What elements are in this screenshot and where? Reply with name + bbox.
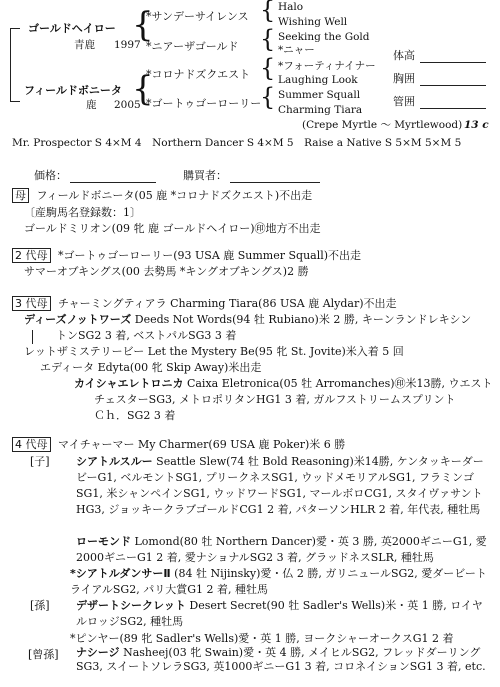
g3-ancestor: *フォーティナイナー (278, 60, 376, 72)
horse-record: *ピンヤー(89 牝 Sadler's Wells)愛・英 1 勝, ヨークシャーオークスG1 2 着 (70, 632, 454, 645)
g3-ancestor: Summer Squall (278, 89, 361, 101)
third-dam-line1: チャーミングティアラ Charming Tiara(86 USA 鹿 Alydar)不出走 (58, 297, 397, 310)
price-label: 価格： (34, 169, 67, 182)
third-dam-h2 (74, 377, 493, 390)
g3-ancestor: Charming Tiara (278, 104, 363, 116)
girth-label: 胸囲 (393, 72, 415, 85)
horse-record: Seattle Slew(74 牡 Bold Reasoning)米14勝, ケンタッキーダービーG1, ベルモントSG1, プリークネスSG1, ウッドメモリアルSG1, フラミンゴSG1, 米シャンペインSG1, ウッドワードSG1, マールボロCG1, スタイヴァサントHG3, ジョッキークラブゴールドCG1 2 着, パターソンHLR 2 着, 年代表, 種牡馬 (76, 455, 484, 516)
badge-2nd-dam: 2 代母 (12, 248, 51, 263)
g3-ancestor: Wishing Well (278, 16, 348, 28)
third-dam-grandfoal: エディータ Edyta(00 牝 Skip Away)米出走 (40, 361, 262, 374)
buyer-blank (230, 182, 320, 183)
pedigree-brace: { (132, 5, 154, 45)
horse-record: Caixa Eletronica(05 牡 Arromanches)㊞米13勝, ウエスト (186, 377, 493, 390)
horse-name-bold: カイシャエレトロニカ (74, 377, 184, 390)
family-number: 13 c (464, 119, 489, 131)
horse-name-bold: ナシージ (76, 646, 120, 659)
horse-record: Desert Secret(90 牡 Sadler's Wells)米・英 1 勝, ロイヤルロッジSG2, 種牡馬 (76, 599, 483, 628)
sire-year: 1997 (114, 39, 141, 51)
horse-name-bold: デザートシークレット (76, 599, 186, 612)
pedigree-brace: { (260, 0, 276, 24)
second-dam-line1: *ゴートゥゴーローリー(93 USA 鹿 Summer Squall)不出走 (58, 249, 362, 262)
sire-color: 青鹿 (74, 39, 95, 51)
cannon-blank (420, 108, 486, 109)
g3-ancestor: Laughing Look (278, 74, 358, 86)
horse-record-cont: トンSG2 3 着, ベストパルSG3 3 着 (56, 329, 237, 342)
fourth-dam-line1: マイチャーマー My Charmer(69 USA 鹿 Poker)米 6 勝 (58, 438, 346, 451)
dam-dam: *ゴートゥゴーローリー (146, 97, 262, 110)
entry-desert-secret (76, 598, 490, 630)
pedigree-line (10, 101, 20, 102)
height-label: 体高 (393, 49, 415, 62)
g3-note: (Crepe Myrtle ～ Myrtlewood) (302, 119, 463, 131)
bracket-line (32, 330, 33, 344)
height-blank (420, 62, 486, 63)
sire-sire: *サンデーサイレンス (146, 10, 249, 23)
g3-ancestor: Seeking the Gold (278, 31, 370, 43)
tag-great-grandchild: [曾孫] (28, 648, 59, 661)
entry-pinyah (70, 631, 490, 647)
horse-name-bold: ディーズノットワーズ (24, 313, 132, 326)
g3-ancestor: Halo (278, 1, 304, 13)
pedigree-line (10, 28, 20, 29)
horse-name-bold: *シアトルダンサーⅡ (70, 567, 171, 580)
pedigree-line (10, 28, 11, 101)
dam-color: 鹿 (86, 99, 97, 111)
horse-record-cont: チェスターSG3, メトロポリタンHG1 3 着, ガルフストリームスプリント (94, 393, 456, 406)
badge-dam: 母 (12, 188, 29, 203)
sire-dam: *ニアーザゴールド (146, 40, 239, 53)
inbreeding: Mr. Prospector S 4×M 4 Northern Dancer S 4×M 5 Raise a Native S 5×M 5×M 5 (12, 137, 462, 149)
dam-foal-count: 〔産駒馬名登録数：1〕 (24, 206, 141, 219)
dam-section (12, 189, 312, 202)
badge-4th-dam: 4 代母 (12, 437, 51, 452)
cannon-label: 管囲 (393, 95, 415, 108)
entry-lomond (76, 534, 490, 566)
pedigree-brace: { (260, 25, 276, 53)
horse-name-bold: シアトルスルー (76, 455, 153, 468)
girth-blank (420, 85, 486, 86)
horse-record: Lomond(80 牡 Northern Dancer)愛・英 3 勝, 英2000ギニーG1, 愛2000ギニーG1 2 着, 愛ナショナルSG2 3 着, グラッドネスSLR, 種牡馬 (76, 535, 487, 564)
horse-name-bold: ローモンド (76, 535, 131, 548)
horse-record: Deeds Not Words(94 牡 Rubiano)米 2 勝, キーンランドレキシン (134, 313, 472, 326)
horse-record-cont: Ｃｈ．SG2 3 着 (94, 409, 176, 422)
pedigree-brace: { (132, 69, 154, 109)
badge-3rd-dam: 3 代母 (12, 296, 51, 311)
tag-child: [子] (30, 455, 50, 468)
second-dam-section (12, 249, 361, 262)
entry-seattle-dancer (70, 566, 490, 598)
dam-foal: ゴールドミリオン(09 牝 鹿 ゴールドヘイロー)㊞地方不出走 (24, 222, 321, 235)
dam-year: 2005 (114, 99, 141, 111)
pedigree-brace: { (260, 83, 276, 111)
sire-name: ゴールドヘイロー (28, 22, 116, 35)
fourth-dam-section (12, 438, 345, 451)
third-dam-section (12, 297, 397, 310)
pedigree-brace: { (260, 54, 276, 82)
horse-record: (84 牡 Nijinsky)愛・仏 2 勝, ガリニュールSG2, 愛ダービートライアルSG2, パリ大賞G1 2 着, 種牡馬 (70, 567, 487, 596)
dam-sire: *コロナドズクエスト (146, 68, 251, 81)
dam-line1: フィールドボニータ(05 鹿 *コロナドズクエスト)不出走 (36, 189, 313, 202)
price-blank (70, 182, 156, 183)
g3-ancestor: *ニャー (278, 44, 315, 56)
entry-seattle-slew (76, 454, 490, 518)
dam-name: フィールドボニータ (24, 84, 122, 97)
second-dam-foal: サマーオブキングス(00 去勢馬 *キングオブキングス)2 勝 (24, 265, 309, 278)
third-dam-h1 (24, 313, 471, 326)
horse-record: Nasheej(03 牝 Swain)愛・英 4 勝, メイヒルSG2, フレッドダーリングSG3, スイートソレラSG3, 英1000ギニーG1 3 着, コロネイションSG1 3 着, etc. (76, 646, 486, 673)
tag-grandchild: [孫] (30, 599, 50, 612)
third-dam-foal: レットザミステリービー Let the Mystery Be(95 牝 St. Jovite)米入着 5 回 (24, 345, 404, 358)
entry-nasheej (76, 646, 490, 674)
buyer-label: 購買者： (183, 169, 227, 182)
